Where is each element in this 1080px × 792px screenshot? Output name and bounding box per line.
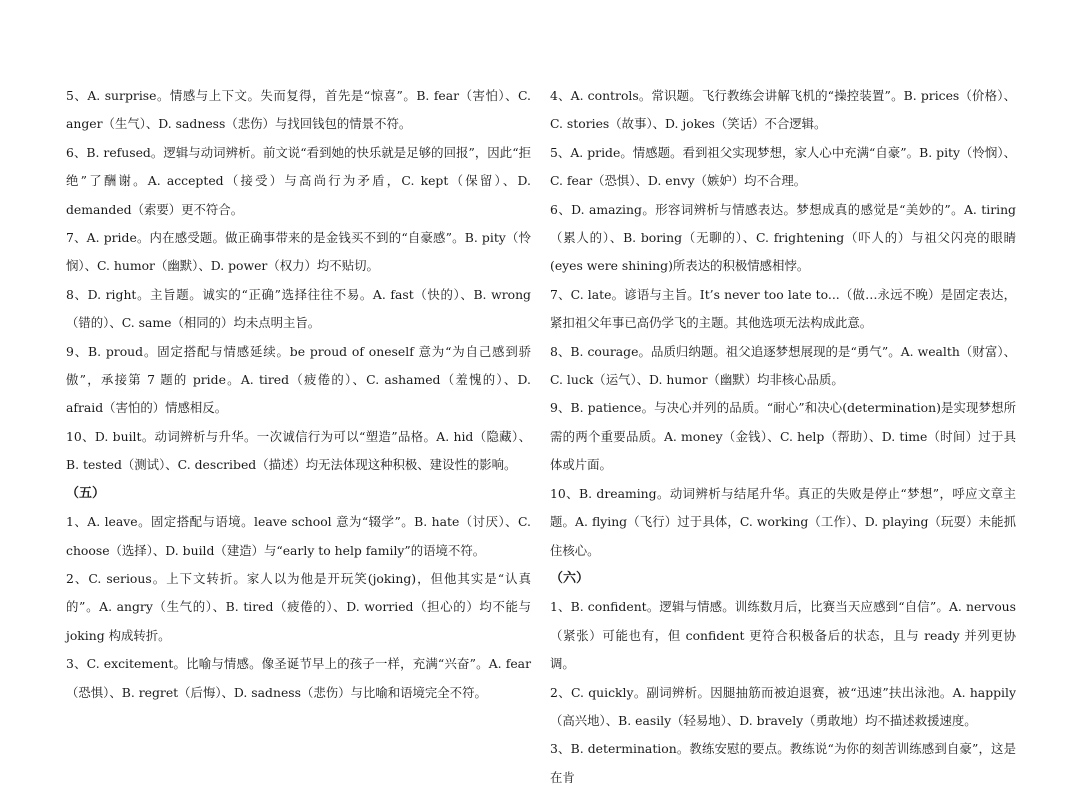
answer-paragraph: 10、B. dreaming。动词辨析与结尾升华。真正的失败是停止“梦想”，呼应文章主题。A. flying（飞行）过于具体，C. working（工作）、D. playing（玩耍）未能抓住核心。 <box>550 485 1016 558</box>
answer-paragraph: 9、B. proud。固定搭配与情感延续。be proud of oneself 意为“为自己感到骄傲”，承接第 7 题的 pride。A. tired（疲倦的）、C. ashamed（羞愧的）、D. afraid（害怕的）情感相反。 <box>66 343 531 416</box>
section-heading: （五） <box>66 485 106 501</box>
answer-paragraph: 8、B. courage。品质归纳题。祖父追逐梦想展现的是“勇气”。A. wealth（财富）、C. luck（运气）、D. humor（幽默）均非核心品质。 <box>550 343 1016 388</box>
answer-paragraph: 3、C. excitement。比喻与情感。像圣诞节早上的孩子一样，充满“兴奋”。A. fear（恐惧）、B. regret（后悔）、D. sadness（悲伤）与比喻和语境完全不符。 <box>66 656 531 700</box>
answer-paragraph: 4、A. controls。常识题。飞行教练会讲解飞机的“操控装置”。B. prices（价格）、C. stories（故事）、D. jokes（笑话）不合逻辑。 <box>550 88 1016 132</box>
answer-paragraph: 7、A. pride。内在感受题。做正确事带来的是金钱买不到的“自豪感”。B. pity（怜悯）、C. humor（幽默）、D. power（权力）均不贴切。 <box>66 230 531 274</box>
answer-paragraph: 9、B. patience。与决心并列的品质。“耐心”和决心(determination)是实现梦想所需的两个重要品质。A. money（金钱）、C. help（帮助）、D. time（时间）过于具体或片面。 <box>550 400 1016 473</box>
answer-paragraph: 1、B. confident。逻辑与情感。训练数月后，比赛当天应感到“自信”。A. nervous（紧张）可能也有，但 confident 更符合积极备后的状态，且与 ready 并列更协调。 <box>550 599 1016 672</box>
answer-paragraph: 1、A. leave。固定搭配与语境。leave school 意为“辍学”。B. hate（讨厌）、C. choose（选择）、D. build（建造）与“early to help family”的语境不符。 <box>66 514 531 558</box>
answer-paragraph: 5、A. pride。情感题。看到祖父实现梦想，家人心中充满“自豪”。B. pity（怜悯）、C. fear（恐惧）、D. envy（嫉妒）均不合理。 <box>550 144 1016 189</box>
answer-paragraph: 2、C. serious。上下文转折。家人以为他是开玩笑(joking)，但他其实是“认真的”。A. angry（生气的）、B. tired（疲倦的）、D. worried（担心的）均不能与 joking 构成转折。 <box>66 570 531 643</box>
answer-paragraph: 7、C. late。谚语与主旨。It’s never too late to...（做…永远不晚）是固定表达，紧扣祖父年事已高仍学飞的主题。其他选项无法构成此意。 <box>550 286 1016 331</box>
section-heading: （六） <box>550 570 590 586</box>
answer-paragraph: 10、D. built。动词辨析与升华。一次诚信行为可以“塑造”品格。A. hid（隐藏）、B. tested（测试）、C. described（描述）均无法体现这种积极、建设性的影响。 <box>66 428 531 473</box>
answer-paragraph: 8、D. right。主旨题。诚实的“正确”选择往往不易。A. fast（快的）、B. wrong（错的）、C. same（相同的）均未点明主旨。 <box>66 286 531 331</box>
answer-paragraph: 2、C. quickly。副词辨析。因腿抽筋而被迫退赛，被“迅速”扶出泳池。A. happily（高兴地）、B. easily（轻易地）、D. bravely（勇敢地）均不描述救援速度。 <box>550 684 1016 728</box>
answer-paragraph: 6、D. amazing。形容词辨析与情感表达。梦想成真的感觉是“美妙的”。A. tiring（累人的）、B. boring（无聊的）、C. frightening（吓人的）与祖父闪亮的眼睛(eyes were shining)所表达的积极情感相悖。 <box>550 201 1016 274</box>
left-column <box>66 82 531 707</box>
answer-paragraph: 3、B. determination。教练安慰的要点。教练说“为你的刻苦训练感到自豪”，这是在肯 <box>550 741 1016 785</box>
right-column <box>550 82 1016 792</box>
answer-paragraph: 6、B. refused。逻辑与动词辨析。前文说“看到她的快乐就是足够的回报”，因此“拒绝”了酬谢。A. accepted（接受）与高尚行为矛盾，C. kept（保留）、D. demanded（索要）更不符合。 <box>66 144 531 217</box>
answer-paragraph: 5、A. surprise。情感与上下文。失而复得，首先是“惊喜”。B. fear（害怕）、C. anger（生气）、D. sadness（悲伤）与找回钱包的情景不符。 <box>66 88 531 132</box>
